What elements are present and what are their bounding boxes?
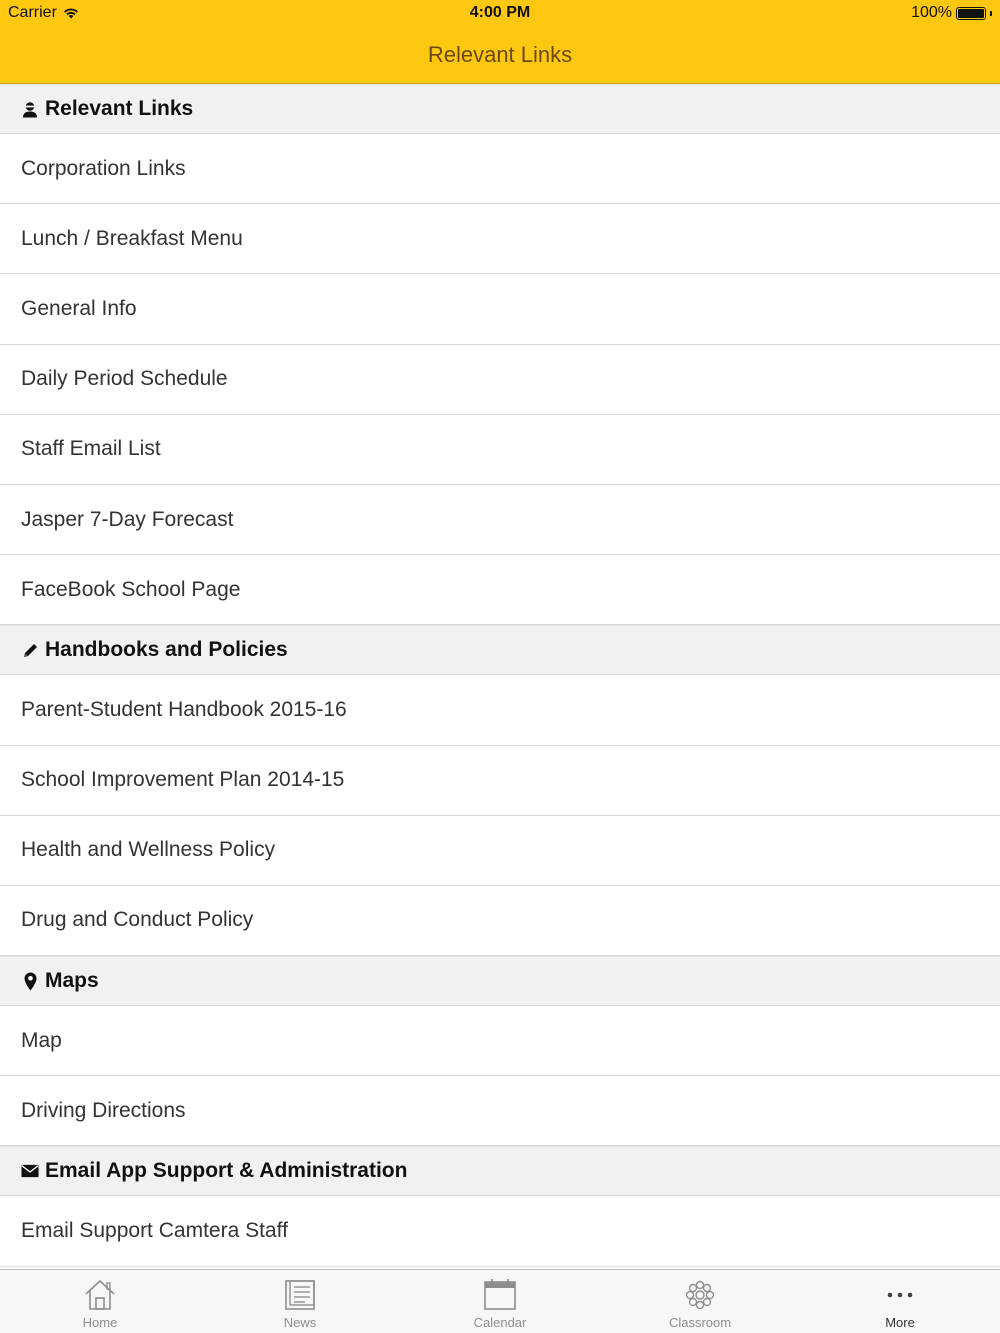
tab-home[interactable] xyxy=(0,1270,200,1333)
list-item-label: Email Support Camtera Staff xyxy=(21,1219,288,1243)
list-item-label: School Improvement Plan 2014-15 xyxy=(21,768,345,792)
section-header-relevant-links xyxy=(0,84,1000,134)
section-header-handbooks-and-policies xyxy=(0,625,1000,675)
list-item-general-info[interactable] xyxy=(0,274,1000,344)
classroom-icon xyxy=(682,1277,718,1313)
list-item-label: General Info xyxy=(21,296,137,320)
list-item-corporation-links[interactable] xyxy=(0,134,1000,204)
list-item-label: Lunch / Breakfast Menu xyxy=(21,226,243,250)
tab-label: Calendar xyxy=(473,1315,527,1330)
person-icon xyxy=(21,99,39,119)
list-item-label: Drug and Conduct Policy xyxy=(21,908,254,932)
home-icon xyxy=(82,1277,118,1313)
envelope-icon xyxy=(21,1161,39,1181)
list-item-label: Health and Wellness Policy xyxy=(21,838,276,862)
list-item-school-improvement-plan-2014-15[interactable] xyxy=(0,746,1000,816)
section-title: Relevant Links xyxy=(45,97,194,120)
list-item-lunch-breakfast-menu[interactable] xyxy=(0,204,1000,274)
list-item-map[interactable] xyxy=(0,1006,1000,1076)
list-item-facebook-school-page[interactable] xyxy=(0,555,1000,625)
tab-label: Home xyxy=(82,1315,118,1330)
pencil-icon xyxy=(21,640,39,660)
tab-label: Classroom xyxy=(668,1315,732,1330)
list-item-label: Corporation Links xyxy=(21,156,186,180)
status-time: 4:00 PM xyxy=(469,4,531,21)
section-header-email-app-support-administration xyxy=(0,1146,1000,1196)
list-item-daily-period-schedule[interactable] xyxy=(0,345,1000,415)
tab-classroom[interactable] xyxy=(600,1270,800,1333)
battery-icon xyxy=(956,7,986,20)
tab-bar xyxy=(0,1269,1000,1333)
news-icon xyxy=(282,1277,318,1313)
tab-more[interactable] xyxy=(800,1270,1000,1333)
tab-label: More xyxy=(885,1315,915,1330)
list-item-label: Parent-Student Handbook 2015-16 xyxy=(21,697,347,721)
battery-indicator xyxy=(911,4,992,22)
list-item-health-and-wellness-policy[interactable] xyxy=(0,816,1000,886)
list-item-driving-directions[interactable] xyxy=(0,1076,1000,1146)
tab-news[interactable] xyxy=(200,1270,400,1333)
page-title: Relevant Links xyxy=(427,42,573,67)
map-pin-icon xyxy=(21,971,39,991)
list-item-email-support-camtera-staff[interactable] xyxy=(0,1196,1000,1266)
tab-label: News xyxy=(283,1315,317,1330)
list-item-label: Map xyxy=(21,1028,62,1052)
list-item-jasper-7-day-forecast[interactable] xyxy=(0,485,1000,555)
list-item-label: Driving Directions xyxy=(21,1098,186,1122)
list-item-label: Daily Period Schedule xyxy=(21,367,228,391)
list-item-parent-student-handbook-2015-16[interactable] xyxy=(0,675,1000,745)
list-item-drug-and-conduct-policy[interactable] xyxy=(0,886,1000,956)
navigation-bar xyxy=(0,0,1000,84)
links-list xyxy=(0,84,1000,1269)
carrier-label: Carrier xyxy=(8,4,57,21)
list-item-label: FaceBook School Page xyxy=(21,577,241,601)
section-header-maps xyxy=(0,956,1000,1006)
list-item-label: Staff Email List xyxy=(21,437,161,461)
battery-percent: 100% xyxy=(911,4,952,21)
list-item-label: Jasper 7-Day Forecast xyxy=(21,507,234,531)
section-title: Email App Support & Administration xyxy=(45,1159,408,1183)
section-title: Maps xyxy=(45,969,99,993)
more-icon xyxy=(882,1277,918,1313)
tab-calendar[interactable] xyxy=(400,1270,600,1333)
status-bar xyxy=(0,0,1000,28)
list-item-staff-email-list[interactable] xyxy=(0,415,1000,485)
calendar-icon xyxy=(482,1277,518,1313)
section-title: Handbooks and Policies xyxy=(45,638,288,662)
